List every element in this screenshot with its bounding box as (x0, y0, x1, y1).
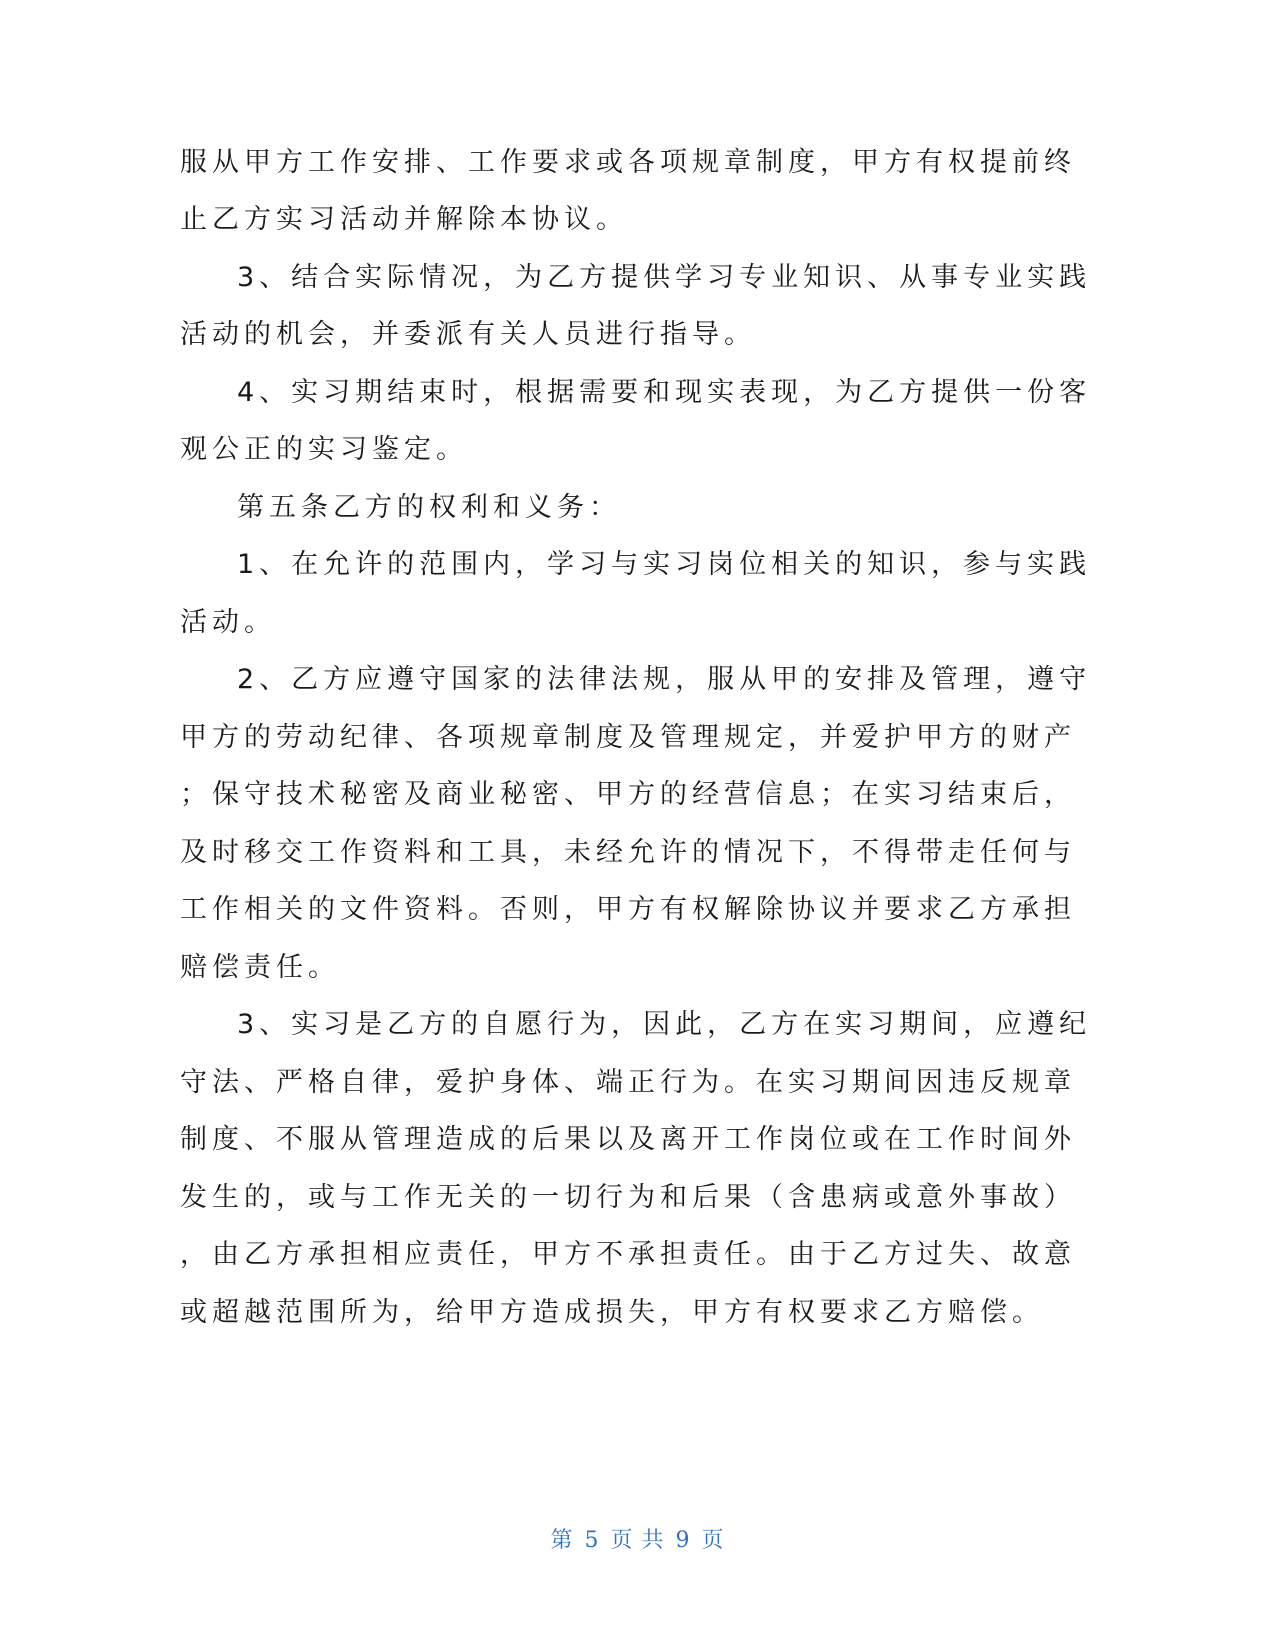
text-line: ；保守技术秘密及商业秘密、甲方的经营信息；在实习结束后， (180, 779, 1076, 810)
total-pages-number: 9 (675, 1528, 691, 1553)
current-page-number: 5 (584, 1528, 600, 1553)
text-line: 活动。 (180, 607, 276, 638)
section-heading: 第五条乙方的权利和义务： (237, 492, 621, 523)
text-line: 甲方的劳动纪律、各项规章制度及管理规定，并爱护甲方的财产 (180, 722, 1076, 753)
text-line: 2、乙方应遵守国家的法律法规，服从甲的安排及管理，遵守 (237, 664, 1092, 695)
footer-middle: 页 共 (610, 1528, 665, 1553)
text-line: 3、实习是乙方的自愿行为，因此，乙方在实习期间，应遵纪 (237, 1009, 1092, 1040)
text-line: 制度、不服从管理造成的后果以及离开工作岗位或在工作时间外 (180, 1124, 1076, 1155)
text-line: ，由乙方承担相应责任，甲方不承担责任。由于乙方过失、故意 (180, 1239, 1076, 1270)
text-line: 4、实习期结束时，根据需要和现实表现，为乙方提供一份客 (237, 377, 1092, 408)
text-line: 发生的，或与工作无关的一切行为和后果（含患病或意外事故） (180, 1182, 1076, 1213)
text-line: 或超越范围所为，给甲方造成损失，甲方有权要求乙方赔偿。 (180, 1297, 1044, 1328)
text-line: 守法、严格自律，爱护身体、端正行为。在实习期间因违反规章 (180, 1067, 1076, 1098)
text-line: 及时移交工作资料和工具，未经允许的情况下，不得带走任何与 (180, 837, 1076, 868)
text-line: 赔偿责任。 (180, 952, 340, 983)
text-line: 工作相关的文件资料。否则，甲方有权解除协议并要求乙方承担 (180, 894, 1076, 925)
page-footer (0, 1523, 1275, 1554)
text-line: 服从甲方工作安排、工作要求或各项规章制度，甲方有权提前终 (180, 147, 1076, 178)
text-line: 3、结合实际情况，为乙方提供学习专业知识、从事专业实践 (237, 262, 1092, 293)
text-line: 1、在允许的范围内，学习与实习岗位相关的知识，参与实践 (237, 549, 1092, 580)
footer-prefix: 第 (550, 1528, 574, 1553)
text-line: 观公正的实习鉴定。 (180, 434, 468, 465)
text-line: 止乙方实习活动并解除本协议。 (180, 204, 628, 235)
text-line: 活动的机会，并委派有关人员进行指导。 (180, 319, 756, 350)
footer-suffix: 页 (701, 1528, 725, 1553)
